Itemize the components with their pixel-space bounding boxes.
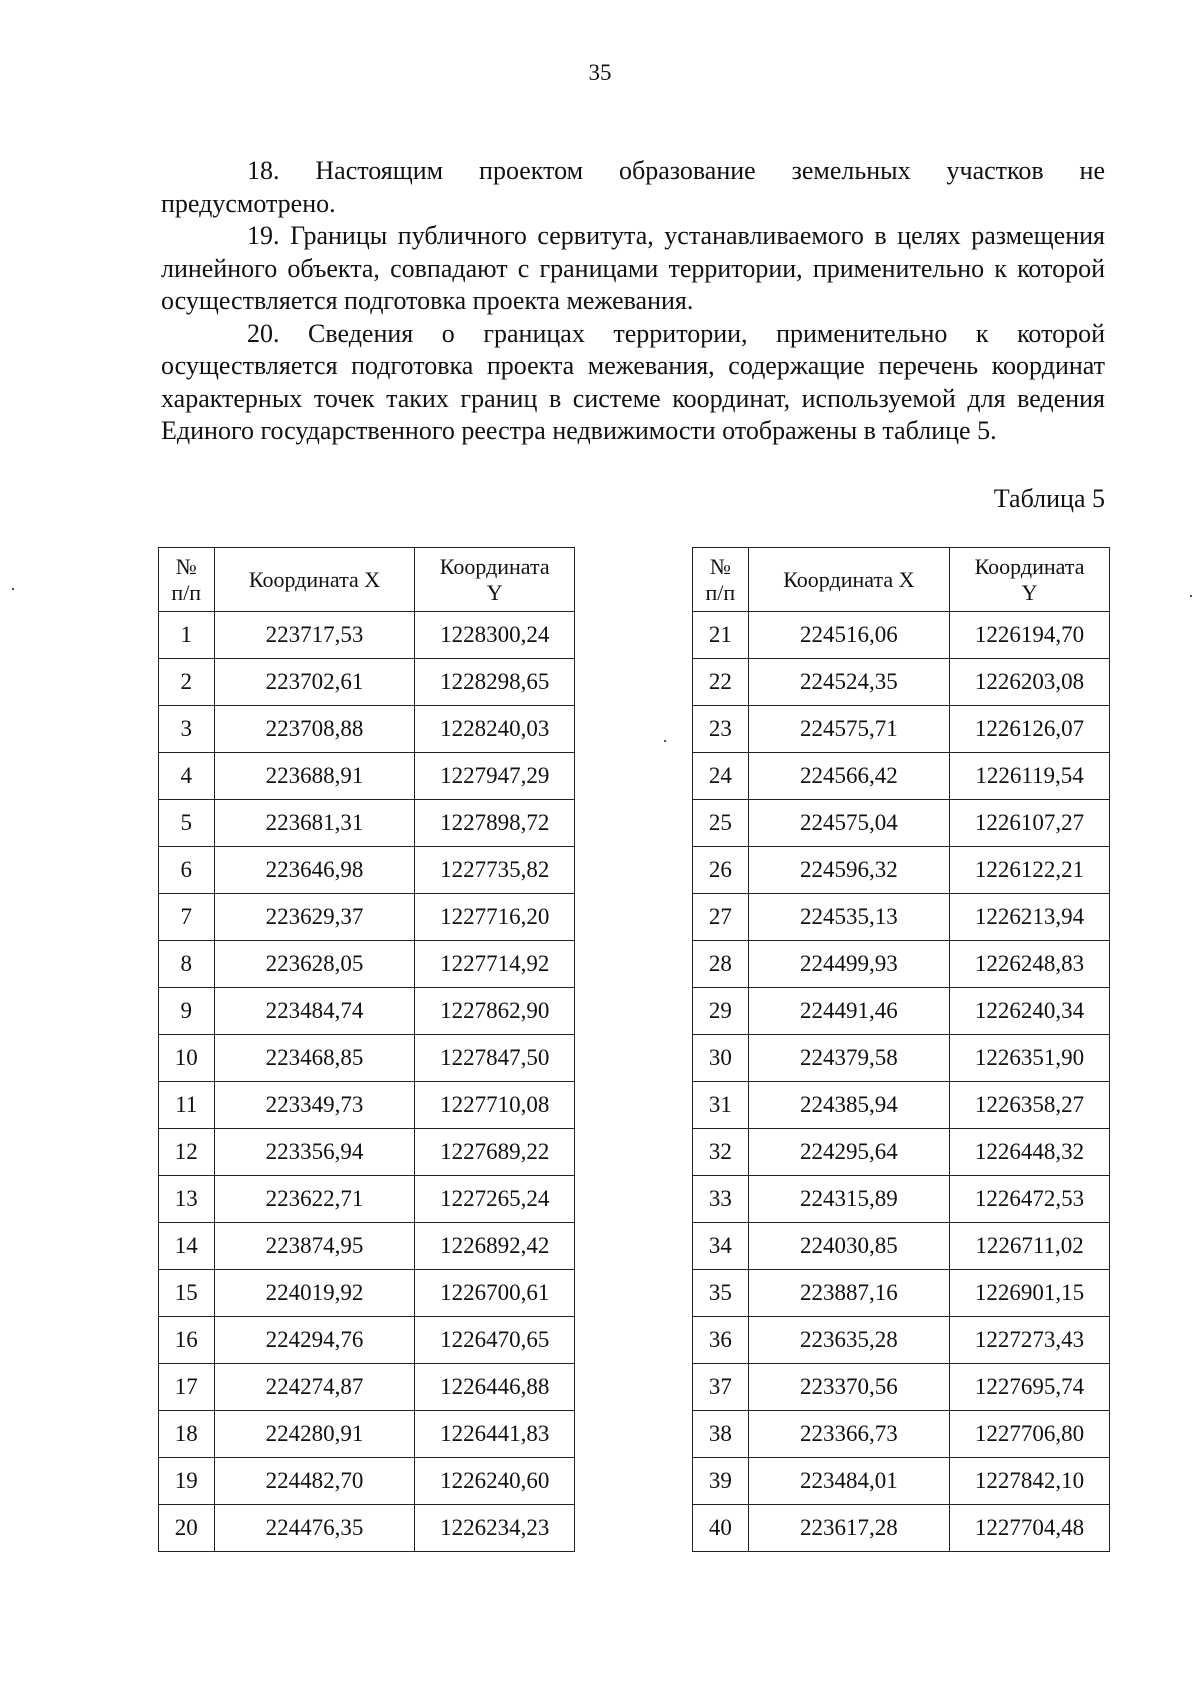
table-caption: Таблица 5 <box>993 484 1105 513</box>
header-number-line1: № <box>175 553 197 579</box>
cell-coordinate-y: 1226248,83 <box>950 941 1110 988</box>
cell-number: 19 <box>159 1458 215 1505</box>
cell-number: 32 <box>693 1129 749 1176</box>
cell-number: 24 <box>693 753 749 800</box>
header-coordinate-x: Координата X <box>214 548 415 612</box>
cell-number: 8 <box>159 941 215 988</box>
table-row <box>693 659 1110 706</box>
cell-coordinate-x: 224030,85 <box>748 1223 949 1270</box>
cell-number: 37 <box>693 1364 749 1411</box>
cell-coordinate-x: 223717,53 <box>214 612 415 659</box>
cell-coordinate-x: 224516,06 <box>748 612 949 659</box>
cell-number: 40 <box>693 1505 749 1552</box>
table-header-row <box>159 548 575 612</box>
table-header-row <box>693 548 1110 612</box>
table-row <box>693 753 1110 800</box>
cell-coordinate-y: 1226358,27 <box>950 1082 1110 1129</box>
cell-coordinate-y: 1227689,22 <box>415 1129 575 1176</box>
table-row <box>693 1364 1110 1411</box>
table-row <box>159 1411 575 1458</box>
cell-coordinate-y: 1226234,23 <box>415 1505 575 1552</box>
cell-coordinate-y: 1227947,29 <box>415 753 575 800</box>
header-number <box>693 548 749 612</box>
cell-coordinate-x: 223708,88 <box>214 706 415 753</box>
table-row <box>159 1364 575 1411</box>
header-y-line1: Координата <box>974 553 1085 579</box>
table-row <box>693 1317 1110 1364</box>
cell-coordinate-x: 223629,37 <box>214 894 415 941</box>
scan-speck <box>664 740 666 742</box>
cell-number: 12 <box>159 1129 215 1176</box>
table-row <box>693 1458 1110 1505</box>
table-row <box>693 1082 1110 1129</box>
table-row <box>693 612 1110 659</box>
cell-coordinate-y: 1228298,65 <box>415 659 575 706</box>
cell-coordinate-y: 1227695,74 <box>950 1364 1110 1411</box>
cell-coordinate-y: 1226901,15 <box>950 1270 1110 1317</box>
table-row <box>159 659 575 706</box>
cell-coordinate-y: 1226892,42 <box>415 1223 575 1270</box>
table-row <box>693 941 1110 988</box>
cell-number: 11 <box>159 1082 215 1129</box>
cell-coordinate-y: 1226711,02 <box>950 1223 1110 1270</box>
cell-coordinate-x: 224315,89 <box>748 1176 949 1223</box>
table-row <box>159 1082 575 1129</box>
header-number <box>159 548 215 612</box>
cell-number: 22 <box>693 659 749 706</box>
cell-coordinate-x: 223484,74 <box>214 988 415 1035</box>
cell-coordinate-y: 1227710,08 <box>415 1082 575 1129</box>
table-row <box>693 706 1110 753</box>
scan-speck <box>12 588 14 590</box>
cell-coordinate-y: 1226472,53 <box>950 1176 1110 1223</box>
header-y-line2: Y <box>486 579 503 605</box>
table-row <box>159 753 575 800</box>
table-row <box>159 706 575 753</box>
cell-coordinate-y: 1227273,43 <box>950 1317 1110 1364</box>
cell-coordinate-x: 224385,94 <box>748 1082 949 1129</box>
coordinates-table-left <box>158 547 575 1552</box>
table-row <box>159 941 575 988</box>
page-number: 35 <box>588 60 612 85</box>
cell-number: 29 <box>693 988 749 1035</box>
cell-coordinate-x: 223646,98 <box>214 847 415 894</box>
cell-coordinate-y: 1227862,90 <box>415 988 575 1035</box>
table-row <box>159 1129 575 1176</box>
cell-number: 33 <box>693 1176 749 1223</box>
cell-coordinate-x: 223370,56 <box>748 1364 949 1411</box>
cell-coordinate-y: 1227735,82 <box>415 847 575 894</box>
cell-coordinate-y: 1227898,72 <box>415 800 575 847</box>
cell-coordinate-y: 1226351,90 <box>950 1035 1110 1082</box>
cell-coordinate-x: 224379,58 <box>748 1035 949 1082</box>
cell-coordinate-y: 1226107,27 <box>950 800 1110 847</box>
table-row <box>159 894 575 941</box>
cell-coordinate-y: 1226194,70 <box>950 612 1110 659</box>
table-row <box>693 1505 1110 1552</box>
cell-coordinate-y: 1226240,60 <box>415 1458 575 1505</box>
cell-number: 21 <box>693 612 749 659</box>
cell-number: 5 <box>159 800 215 847</box>
cell-coordinate-y: 1226122,21 <box>950 847 1110 894</box>
cell-number: 31 <box>693 1082 749 1129</box>
table-row <box>159 612 575 659</box>
cell-coordinate-y: 1226213,94 <box>950 894 1110 941</box>
body-text <box>161 155 1105 448</box>
cell-number: 10 <box>159 1035 215 1082</box>
cell-number: 28 <box>693 941 749 988</box>
cell-coordinate-x: 223349,73 <box>214 1082 415 1129</box>
cell-coordinate-y: 1227714,92 <box>415 941 575 988</box>
cell-coordinate-x: 224482,70 <box>214 1458 415 1505</box>
cell-coordinate-x: 223681,31 <box>214 800 415 847</box>
cell-number: 16 <box>159 1317 215 1364</box>
cell-coordinate-y: 1226203,08 <box>950 659 1110 706</box>
cell-number: 6 <box>159 847 215 894</box>
cell-number: 17 <box>159 1364 215 1411</box>
header-number-line2: п/п <box>705 579 736 605</box>
cell-coordinate-x: 224476,35 <box>214 1505 415 1552</box>
cell-coordinate-x: 224280,91 <box>214 1411 415 1458</box>
table-row <box>693 1270 1110 1317</box>
coordinates-table-right <box>692 547 1110 1552</box>
cell-coordinate-x: 223617,28 <box>748 1505 949 1552</box>
header-y-line2: Y <box>1021 579 1038 605</box>
cell-coordinate-x: 223628,05 <box>214 941 415 988</box>
table-row <box>159 1458 575 1505</box>
table-row <box>159 1270 575 1317</box>
cell-coordinate-y: 1227704,48 <box>950 1505 1110 1552</box>
cell-coordinate-y: 1228240,03 <box>415 706 575 753</box>
header-number-line2: п/п <box>171 579 202 605</box>
cell-number: 4 <box>159 753 215 800</box>
cell-coordinate-y: 1226470,65 <box>415 1317 575 1364</box>
table-row <box>693 1035 1110 1082</box>
table-row <box>693 1176 1110 1223</box>
cell-coordinate-x: 223887,16 <box>748 1270 949 1317</box>
cell-number: 23 <box>693 706 749 753</box>
cell-number: 30 <box>693 1035 749 1082</box>
table-row <box>693 847 1110 894</box>
paragraph-18: 18. Настоящим проектом образование земельных участков не предусмотрено. <box>161 156 1105 218</box>
table-row <box>693 1223 1110 1270</box>
cell-number: 15 <box>159 1270 215 1317</box>
cell-coordinate-x: 224596,32 <box>748 847 949 894</box>
paragraph-19: 19. Границы публичного сервитута, устанавливаемого в целях размещения линейного объекта, совпадают с границами территории, применительно к которой осуществляется подготовка проекта межевания. <box>161 221 1105 315</box>
cell-coordinate-x: 223874,95 <box>214 1223 415 1270</box>
cell-number: 27 <box>693 894 749 941</box>
table-row <box>159 800 575 847</box>
cell-coordinate-y: 1226126,07 <box>950 706 1110 753</box>
cell-coordinate-x: 223356,94 <box>214 1129 415 1176</box>
table-row <box>693 1129 1110 1176</box>
cell-coordinate-x: 223484,01 <box>748 1458 949 1505</box>
cell-number: 13 <box>159 1176 215 1223</box>
cell-coordinate-y: 1227716,20 <box>415 894 575 941</box>
cell-number: 1 <box>159 612 215 659</box>
table-row <box>159 1505 575 1552</box>
table-row <box>159 1223 575 1270</box>
table-row <box>159 1035 575 1082</box>
paragraph-20: 20. Сведения о границах территории, применительно к которой осуществляется подготовка проекта межевания, содержащие перечень координат характерных точек таких границ в системе координат, используемой для ведения Единого государственного реестра недвижимости отображены в таблице 5. <box>161 318 1105 445</box>
table-row <box>159 1176 575 1223</box>
cell-number: 39 <box>693 1458 749 1505</box>
cell-coordinate-x: 223688,91 <box>214 753 415 800</box>
table-row <box>159 988 575 1035</box>
cell-coordinate-x: 224019,92 <box>214 1270 415 1317</box>
cell-number: 3 <box>159 706 215 753</box>
cell-coordinate-y: 1226441,83 <box>415 1411 575 1458</box>
header-y-line1: Координата <box>439 553 550 579</box>
cell-coordinate-x: 223702,61 <box>214 659 415 706</box>
cell-coordinate-x: 223468,85 <box>214 1035 415 1082</box>
cell-coordinate-y: 1227706,80 <box>950 1411 1110 1458</box>
header-coordinate-x: Координата X <box>748 548 949 612</box>
cell-coordinate-y: 1226240,34 <box>950 988 1110 1035</box>
cell-coordinate-y: 1227842,10 <box>950 1458 1110 1505</box>
cell-number: 20 <box>159 1505 215 1552</box>
cell-coordinate-y: 1228300,24 <box>415 612 575 659</box>
cell-number: 7 <box>159 894 215 941</box>
cell-number: 26 <box>693 847 749 894</box>
cell-number: 38 <box>693 1411 749 1458</box>
cell-number: 2 <box>159 659 215 706</box>
table-row <box>693 988 1110 1035</box>
header-number-line1: № <box>709 553 731 579</box>
cell-number: 36 <box>693 1317 749 1364</box>
cell-number: 25 <box>693 800 749 847</box>
cell-coordinate-y: 1226700,61 <box>415 1270 575 1317</box>
cell-coordinate-y: 1227847,50 <box>415 1035 575 1082</box>
scan-speck <box>1190 595 1192 597</box>
cell-coordinate-x: 224575,04 <box>748 800 949 847</box>
cell-coordinate-x: 223366,73 <box>748 1411 949 1458</box>
cell-coordinate-y: 1226448,32 <box>950 1129 1110 1176</box>
cell-coordinate-x: 224566,42 <box>748 753 949 800</box>
cell-coordinate-x: 223635,28 <box>748 1317 949 1364</box>
cell-number: 14 <box>159 1223 215 1270</box>
cell-coordinate-x: 224535,13 <box>748 894 949 941</box>
cell-coordinate-x: 224575,71 <box>748 706 949 753</box>
table-row <box>693 894 1110 941</box>
header-coordinate-y <box>415 548 575 612</box>
cell-number: 34 <box>693 1223 749 1270</box>
table-row <box>693 1411 1110 1458</box>
cell-coordinate-x: 224491,46 <box>748 988 949 1035</box>
cell-number: 9 <box>159 988 215 1035</box>
cell-coordinate-x: 224294,76 <box>214 1317 415 1364</box>
header-coordinate-y <box>950 548 1110 612</box>
table-row <box>159 847 575 894</box>
cell-coordinate-y: 1227265,24 <box>415 1176 575 1223</box>
cell-number: 18 <box>159 1411 215 1458</box>
cell-coordinate-y: 1226446,88 <box>415 1364 575 1411</box>
cell-number: 35 <box>693 1270 749 1317</box>
cell-coordinate-x: 223622,71 <box>214 1176 415 1223</box>
cell-coordinate-x: 224524,35 <box>748 659 949 706</box>
cell-coordinate-x: 224499,93 <box>748 941 949 988</box>
cell-coordinate-y: 1226119,54 <box>950 753 1110 800</box>
cell-coordinate-x: 224274,87 <box>214 1364 415 1411</box>
table-row <box>693 800 1110 847</box>
table-row <box>159 1317 575 1364</box>
cell-coordinate-x: 224295,64 <box>748 1129 949 1176</box>
